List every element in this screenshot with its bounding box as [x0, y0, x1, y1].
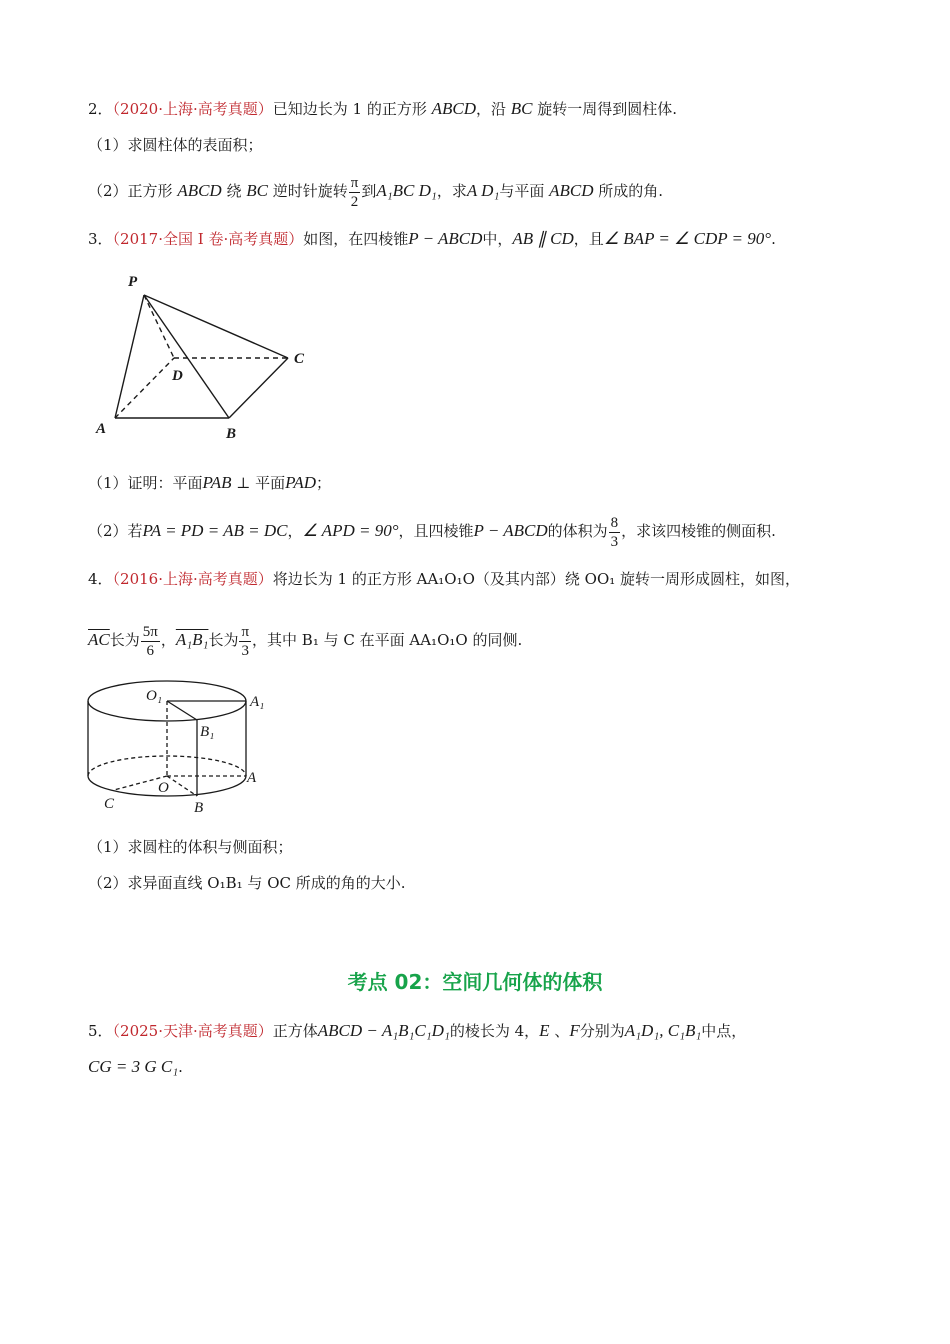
pyramid-figure: [88, 268, 328, 448]
q4-text: ，: [160, 631, 176, 649]
segment-OB: [167, 776, 197, 796]
fraction-denominator: 3: [241, 642, 249, 659]
q4-text: 长为: [208, 631, 239, 649]
q2-text: 与平面: [499, 182, 550, 200]
q2-math: ABCD: [431, 99, 477, 118]
q3-text: ，且四棱锥: [398, 522, 474, 540]
q5-number: 5．: [88, 1022, 113, 1040]
fraction-denominator: 6: [146, 642, 155, 659]
q5-text: .: [178, 1058, 183, 1076]
q5-text: 中点，: [701, 1022, 747, 1040]
section-heading: 考点 02：空间几何体的体积: [347, 970, 603, 994]
q5-stem: [88, 1020, 746, 1042]
q2-math: BC: [510, 99, 533, 118]
q3-text: .: [771, 230, 776, 248]
q3-text: 中，: [482, 230, 513, 248]
q3-text: ，求该四棱锥的侧面积.: [621, 522, 776, 540]
q2-text: 到: [361, 182, 377, 200]
q3-source: （2017·全国 I 卷·高考真题）: [112, 230, 304, 248]
label-O: O: [158, 780, 169, 796]
fraction-denominator: 2: [350, 193, 359, 210]
q4-fraction-2: [239, 623, 251, 660]
edge-AD: [115, 358, 174, 418]
cylinder-figure: [84, 676, 284, 818]
q3-text: ，且: [573, 230, 604, 248]
q2-math: ABCD: [177, 181, 222, 200]
q2-number: 2．: [88, 100, 113, 118]
arc-A1B1: A₁B₁: [175, 630, 209, 649]
q3-math: P − ABCD: [408, 229, 483, 248]
q3-text: ；: [316, 474, 332, 492]
q5-text: 、: [549, 1022, 570, 1040]
q2-part2: [88, 172, 663, 211]
edge-PA: [115, 295, 144, 418]
fraction-numerator: 5π: [142, 623, 158, 640]
q5-source: （2025·天津·高考真题）: [112, 1022, 273, 1040]
q4-stem-line2: [88, 620, 522, 660]
q5-math: A₁D₁, C₁B₁: [624, 1021, 702, 1040]
label-O1: O₁: [146, 688, 163, 704]
q3-text: ⊥ 平面: [231, 474, 286, 492]
q2-stem: [88, 98, 677, 120]
q3-fraction: [609, 514, 621, 551]
fraction-numerator: π: [350, 174, 359, 191]
q4-text: 长为: [109, 631, 140, 649]
q5-math: F: [569, 1021, 580, 1040]
fraction-numerator: 8: [610, 514, 619, 531]
label-A1: A₁: [250, 694, 265, 710]
label-B1: B₁: [200, 724, 215, 740]
q2-fraction: [349, 174, 361, 211]
q2-text: 绕: [221, 182, 247, 200]
q4-part1: （1）求圆柱的体积与侧面积；: [88, 838, 293, 856]
q4-text: 将边长为 1 的正方形 AA₁O₁O（及其内部）绕 OO₁ 旋转一周形成圆柱，如图，: [272, 570, 801, 588]
q2-math: A₁BC D₁: [376, 181, 437, 200]
q2-text: 逆时针旋转: [267, 182, 348, 200]
q2-math: A D₁: [466, 181, 500, 200]
label-C: C: [104, 796, 115, 812]
label-B: B: [194, 800, 204, 816]
q3-text: 如图，在四棱锥: [303, 230, 409, 248]
q3-math: ∠ BAP = ∠ CDP = 90°: [603, 229, 772, 248]
q2-text: 已知边长为 1 的正方形: [272, 100, 432, 118]
label-A: A: [96, 421, 107, 437]
q4-text: ，其中 B₁ 与 C 在平面 AA₁O₁O 的同侧.: [252, 631, 523, 649]
q3-text: （1）证明：平面: [88, 474, 203, 492]
segment-O1B1: [167, 701, 197, 720]
q3-math: ∠ APD = 90°: [302, 521, 399, 540]
q3-text: ，: [287, 522, 303, 540]
q3-math: PAD: [285, 473, 317, 492]
q2-text: ，求: [436, 182, 467, 200]
q5-text: 的棱长为 4，: [449, 1022, 540, 1040]
q3-number: 3．: [88, 230, 113, 248]
q5-math: E: [539, 1021, 550, 1040]
q3-text: 的体积为: [547, 522, 608, 540]
arc-AC: $\overline{AC}$: [88, 630, 110, 649]
q5-stem-line2: [88, 1056, 183, 1078]
q5-math: CG = 3 G C₁: [88, 1057, 179, 1076]
q3-math: P − ABCD: [473, 521, 548, 540]
q3-part2: [88, 512, 776, 551]
q2-text: （2）正方形: [88, 182, 178, 200]
q4-number: 4．: [88, 570, 113, 588]
q5-math: ABCD − A₁B₁C₁D₁: [317, 1021, 450, 1040]
q3-math: PA = PD = AB = DC: [142, 521, 288, 540]
q5-text: 分别为: [579, 1022, 625, 1040]
q4-source: （2016·上海·高考真题）: [112, 570, 273, 588]
q2-text: 所成的角.: [593, 182, 664, 200]
q4-part2: （2）求异面直线 O₁B₁ 与 OC 所成的角的大小.: [88, 874, 406, 892]
label-D: D: [172, 368, 183, 384]
edge-PD: [144, 295, 174, 358]
q2-part1: （1）求圆柱体的表面积；: [88, 136, 263, 154]
q2-text: 旋转一周得到圆柱体.: [532, 100, 678, 118]
label-P: P: [128, 274, 138, 290]
q5-text: 正方体: [272, 1022, 318, 1040]
label-A: A: [247, 770, 257, 786]
q4-stem: [88, 568, 800, 590]
q3-part1: [88, 472, 331, 494]
q2-source: （2020·上海·高考真题）: [112, 100, 273, 118]
q3-math: PAB: [202, 473, 232, 492]
q4-fraction-1: [141, 623, 160, 660]
edge-BC: [229, 358, 288, 418]
fraction-numerator: π: [241, 623, 250, 640]
q2-text: ，沿: [476, 100, 511, 118]
fraction-denominator: 3: [610, 533, 619, 550]
q2-math: ABCD: [549, 181, 594, 200]
q2-math: BC: [246, 181, 268, 200]
q3-stem: [88, 228, 776, 250]
label-B: B: [226, 426, 237, 442]
q3-math: AB ∥ CD: [512, 229, 574, 248]
label-C: C: [294, 351, 305, 367]
q3-text: （2）若: [88, 522, 143, 540]
